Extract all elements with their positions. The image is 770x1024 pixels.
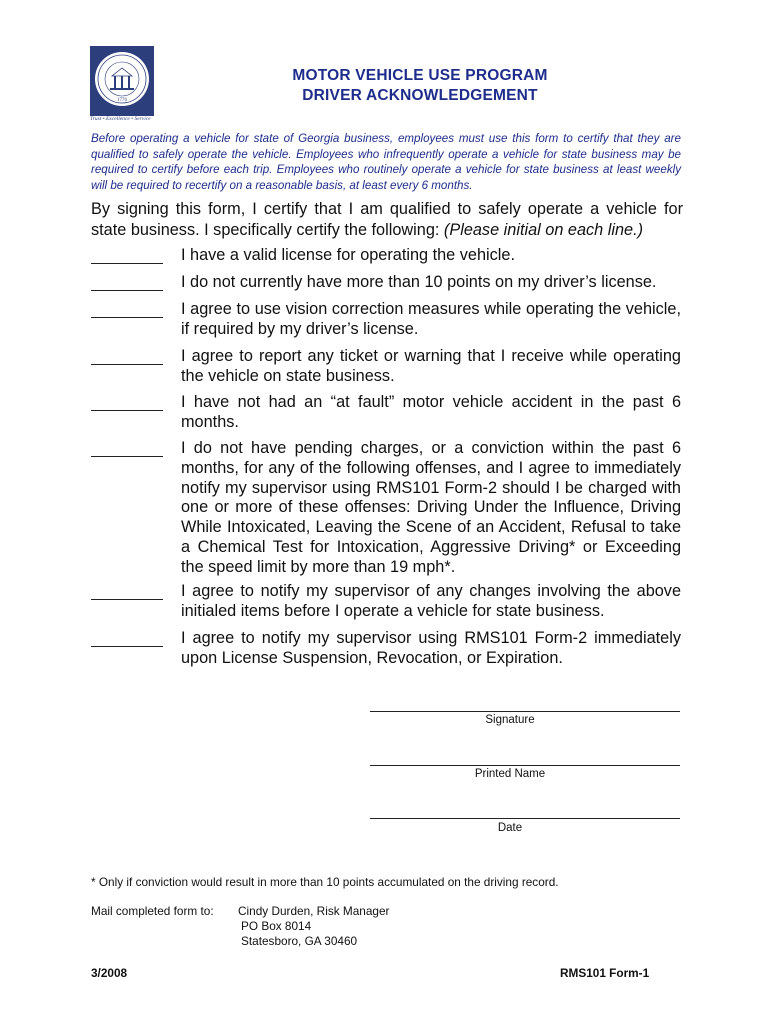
initial-blank-4[interactable] [91, 364, 163, 365]
seal-tagline: Trust • Excellence • Service [90, 116, 151, 122]
seal-emblem-icon [90, 46, 154, 116]
form-id: RMS101 Form-1 [560, 966, 650, 980]
mail-address-line2: PO Box 8014 [241, 919, 312, 933]
printed-name-line[interactable] [370, 765, 680, 766]
ack-item-text: I agree to report any ticket or warning that I receive while operating the vehicle on state business. [181, 347, 681, 385]
footnote: * Only if conviction would result in more than 10 points accumulated on the driving record. [91, 875, 559, 889]
initial-blank-3[interactable] [91, 317, 163, 318]
georgia-seal-logo [90, 46, 154, 122]
svg-text:1776: 1776 [117, 98, 127, 103]
initial-blank-2[interactable] [91, 290, 163, 291]
certification-text: By signing this form, I certify that I am qualified to safely operate a vehicle for state business. I specifically certify the following: [91, 200, 683, 239]
signature-line[interactable] [370, 711, 680, 712]
ack-item-text: I agree to notify my supervisor of any changes involving the above initialed items before I operate a vehicle for state business. [181, 582, 681, 620]
certification-statement [91, 199, 683, 241]
initial-blank-8[interactable] [91, 646, 163, 647]
mail-address-line1: Cindy Durden, Risk Manager [238, 904, 390, 918]
ack-item-text: I have a valid license for operating the vehicle. [181, 246, 515, 264]
intro-paragraph: Before operating a vehicle for state of Georgia business, employees must use this form to certify that they are qualified to safely operate the vehicle. Employees who infrequently operate a vehicle for state business may be required to certify before each trip. Employees who routinely operate a vehicle for state business at least weekly will be required to recertify on a reasonable basis, at least every 6 months. [91, 132, 681, 192]
initial-blank-1[interactable] [91, 263, 163, 264]
ack-item-text: I agree to use vision correction measures while operating the vehicle, if required by my driver’s license. [181, 300, 681, 338]
mail-address-line3: Statesboro, GA 30460 [241, 934, 358, 948]
date-label: Date [497, 822, 523, 834]
printed-name-label: Printed Name [474, 768, 546, 780]
seal-background [90, 46, 154, 116]
form-title-line2: DRIVER ACKNOWLEDGEMENT [302, 87, 538, 104]
initial-blank-6[interactable] [91, 456, 163, 457]
ack-item-text: I agree to notify my supervisor using RMS101 Form-2 immediately upon License Suspension, Revocation, or Expiration. [181, 629, 681, 667]
ack-item-text: I do not currently have more than 10 points on my driver’s license. [181, 273, 657, 291]
mail-label: Mail completed form to: [91, 904, 214, 918]
ack-item-text: I have not had an “at fault” motor vehicle accident in the past 6 months. [181, 393, 681, 431]
initial-blank-5[interactable] [91, 410, 163, 411]
form-revision-date: 3/2008 [91, 966, 128, 980]
ack-item-text: I do not have pending charges, or a conviction within the past 6 months, for any of the following offenses, and I agree to immediately notify my supervisor using RMS101 Form-2 should I be charged with one or more of these offenses: Driving Under the Influence, Driving While Intoxicated, Leaving the Scene of an Accident, Refusal to take a Chemical Test for Intoxication, Aggressive Driving* or Exceeding the speed limit by more than 19 mph*. [181, 439, 681, 576]
form-title-line1: MOTOR VEHICLE USE PROGRAM [292, 67, 548, 84]
certification-instruction: (Please initial on each line.) [443, 221, 644, 239]
date-line[interactable] [370, 818, 680, 819]
initial-blank-7[interactable] [91, 599, 163, 600]
signature-label: Signature [485, 714, 535, 726]
